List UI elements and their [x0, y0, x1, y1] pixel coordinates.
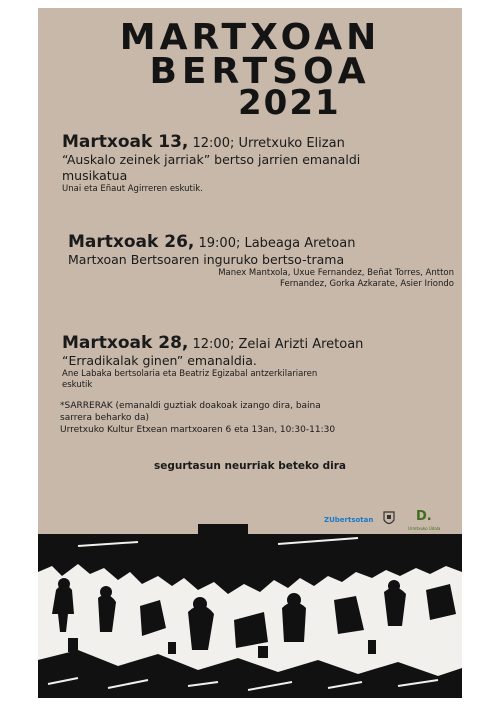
safety-notice: segurtasun neurriak beteko dira — [154, 460, 346, 472]
tickets-note — [60, 400, 456, 436]
poster-title-year: 2021 — [238, 83, 341, 123]
event-3-date: Martxoak 28, — [62, 333, 189, 353]
event-1-header — [62, 132, 454, 152]
event-1-time-place: 12:00; Urretxuko Elizan — [192, 136, 345, 151]
event-2-credits-cont: Fernandez, Gorka Azkarate, Asier Iriondo — [280, 279, 454, 289]
event-2-title: Martxoan Bertsoaren inguruko bertso-trama — [68, 252, 345, 267]
event-2-credits: Manex Mantxola, Uxue Fernandez, Beñat Torres, Antton — [218, 268, 454, 278]
event-2-header — [68, 232, 454, 252]
poster-title-line1: MARTXOAN — [119, 17, 381, 58]
event-1-title: “Auskalo zeinek jarriak” bertso jarrien emanaldi — [62, 152, 361, 167]
event-3-credits: Ane Labaka bertsolaria eta Beatriz Egizabal antzerkilariaren — [62, 369, 318, 379]
event-1 — [62, 132, 454, 195]
event-3-credits-cont: eskutik — [62, 380, 93, 390]
event-1-date: Martxoak 13, — [62, 132, 189, 152]
event-2-time-place: 19:00; Labeaga Aretoan — [198, 236, 356, 251]
tickets-note-line1: *SARRERAK (emanaldi guztiak doakoak izango dira, baina — [60, 401, 321, 411]
event-1-title-cont: musikatua — [62, 168, 128, 183]
zubertsotan-logo: ZUbertsotan — [324, 516, 374, 524]
d-logo: D. — [416, 509, 432, 524]
event-3 — [62, 333, 454, 391]
event-3-time-place: 12:00; Zelai Arizti Aretoan — [192, 337, 364, 352]
event-3-header — [62, 333, 454, 353]
tickets-note-line3: Urretxuko Kultur Etxean martxoaren 6 eta 13an, 10:30-11:30 — [60, 425, 336, 435]
tickets-note-line2: sarrera beharko da) — [60, 413, 150, 423]
poster — [38, 8, 462, 698]
event-2-date: Martxoak 26, — [68, 232, 195, 252]
event-2 — [68, 232, 454, 290]
event-3-title: “Erradikalak ginen” emanaldia. — [62, 353, 257, 368]
woodcut-illustration — [38, 520, 462, 698]
poster-title-line2: BERTSOA — [149, 51, 371, 92]
d-logo-caption: Urretxuko Udala — [408, 526, 441, 531]
event-1-credits: Unai eta Eñaut Agirreren eskutik. — [62, 184, 203, 194]
